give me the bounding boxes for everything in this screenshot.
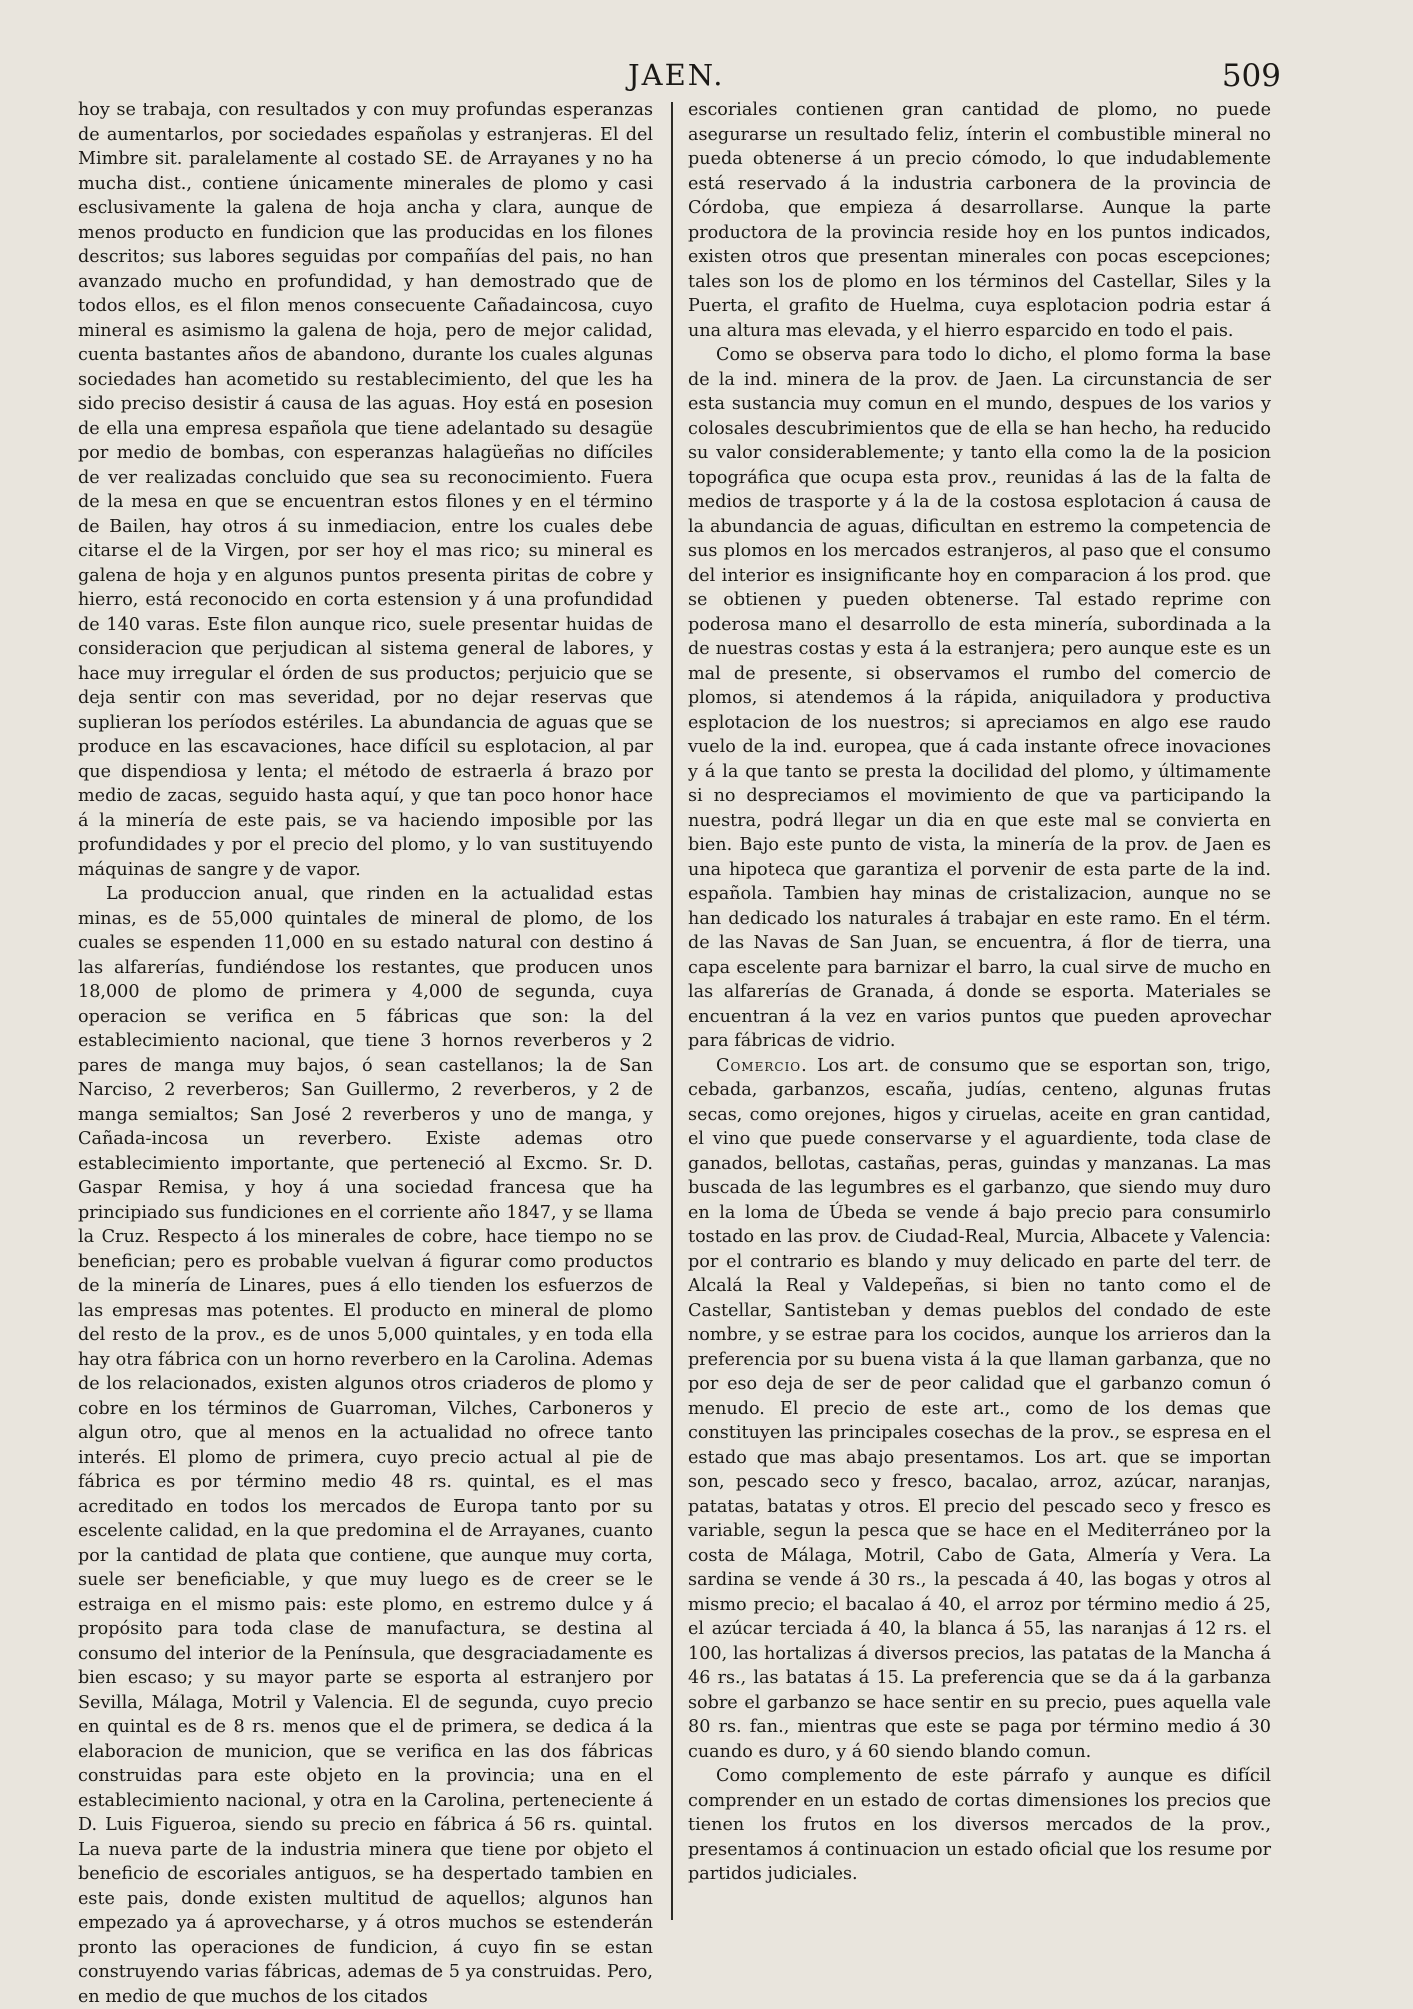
- section-paragraph: [688, 1054, 1271, 1765]
- paragraph: escoriales contienen gran cantidad de plomo, no puede asegurarse un resultado feliz, ínterin el combustible mineral no pueda obtenerse á un precio cómodo, lo que indudablemente está reservado á la industria carbonera de la provincia de Córdoba, que empieza á desarrollarse. Aunque la parte productora de la provincia reside hoy en los puntos indicados, existen otros que presentan minerales con pocas escepciones; tales son los de plomo en los términos del Castellar, Siles y la Puerta, el grafito de Huelma, cuya esplotacion podria estar á una altura mas elevada, y el hierro esparcido en todo el pais.: [688, 100, 1271, 341]
- section-heading: Comercio.: [716, 1055, 808, 1076]
- column-divider: [671, 102, 673, 1920]
- left-column: [78, 98, 653, 2009]
- paragraph: hoy se trabaja, con resultados y con muy profundas esperanzas de aumentarlos, por sociedades españolas y estranjeras. El del Mimbre sit. paralelamente al costado SE. de Arrayanes y no ha mucha dist., contiene únicamente minerales de plomo y casi esclusivamente la galena de hoja ancha y clara, aunque de menos producto en fundicion que las producidas en los filones descritos; sus labores seguidas por compañías del pais, no han avanzado mucho en profundidad, y han demostrado que de todos ellos, es el filon menos consecuente Cañadaincosa, cuyo mineral es asimismo la galena de hoja, pero de mejor calidad, cuenta bastantes años de abandono, durante los cuales algunas sociedades han acometido su restablecimiento, del que les ha sido preciso desistir á causa de las aguas. Hoy está en posesion de ella una empresa española que tiene adelantado su desagüe por medio de bombas, con esperanzas halagüeñas no difíciles de ver realizadas concluido que sea su reconocimiento. Fuera de la mesa en que se encuentran estos filones y en el término de Bailen, hay otros á su inmediacion, entre los cuales debe citarse el de la Virgen, por ser hoy el mas rico; su mineral es galena de hoja y en algunos puntos presenta piritas de cobre y hierro, está reconocido en corta estension y á una profundidad de 140 varas. Este filon aunque rico, suele presentar huidas de consideracion que perjudican al sistema general de labores, y hace muy irregular el órden de sus productos; perjuicio que se deja sentir con mas severidad, por no dejar reservas que suplieran los períodos estériles. La abundancia de aguas que se produce en las escavaciones, hace difícil su esplotacion, al par que dispendiosa y lenta; el método de estraerla á brazo por medio de zacas, seguido hasta aquí, y que tan poco honor hace á la minería de este pais, se va haciendo imposible por las profundidades y por el precio del plomo, y lo van sustituyendo máquinas de sangre y de vapor.: [78, 100, 653, 880]
- paragraph: Como complemento de este párrafo y aunque es difícil comprender en un estado de cortas dimensiones los precios que tienen los frutos en los diversos mercados de la prov., presentamos á continuacion un estado oficial que los resume por partidos judiciales.: [688, 1766, 1271, 1884]
- paragraph: Como se observa para todo lo dicho, el plomo forma la base de la ind. minera de la prov. de Jaen. La circunstancia de ser esta sustancia muy comun en el mundo, despues de los varios y colosales descubrimientos que de ella se han hecho, ha reducido su valor considerablemente; y tanto ella como la de la posicion topográfica que ocupa esta prov., reunidas á las de la falta de medios de trasporte y á la de la costosa esplotacion á causa de la abundancia de aguas, dificultan en estremo la competencia de sus plomos en los mercados estranjeros, al paso que el consumo del interior es insignificante hoy en comparacion á los prod. que se obtienen y pueden obtenerse. Tal estado reprime con poderosa mano el desarrollo de esta minería, subordinada a la de nuestras costas y esta á la estranjera; pero aunque este es un mal de presente, si observamos el rumbo del comercio de plomos, si atendemos á la rápida, aniquiladora y productiva esplotacion de los nuestros; si apreciamos en algo ese raudo vuelo de la ind. europea, que á cada instante ofrece inovaciones y á la que tanto se presta la docilidad del plomo, y últimamente si no despreciamos el movimiento de que va participando la nuestra, podrá llegar un dia en que este mal se convierta en bien. Bajo este punto de vista, la minería de la prov. de Jaen es una hipoteca que garantiza el porvenir de esta parte de la ind. española. Tambien hay minas de cristalizacion, aunque no se han dedicado los naturales á trabajar en este ramo. En el térm. de las Navas de San Juan, se encuentra, á flor de tierra, una capa escelente para barnizar el barro, la cual sirve de mucho en las alfarerías de Granada, á donde se esporta. Materiales se encuentran á la vez en varios puntos que pueden aprovechar para fábricas de vidrio.: [688, 345, 1271, 1051]
- right-column: [688, 98, 1271, 1887]
- page-number: 509: [1221, 58, 1281, 94]
- page-header: [0, 58, 1413, 98]
- paragraph-text: Los art. de consumo que se esportan son, trigo, cebada, garbanzos, escaña, judías, centeno, algunas frutas secas, como orejones, higos y ciruelas, aceite en gran cantidad, el vino que puede conservarse y el aguardiente, toda clase de ganados, bellotas, castañas, peras, guindas y manzanas. La mas buscada de las legumbres es el garbanzo, que siendo muy duro en la loma de Úbeda se vende á bajo precio para consumirlo tostado en las prov. de Ciudad-Real, Murcia, Albacete y Valencia: por el contrario es blando y muy delicado en parte del terr. de Alcalá la Real y Valdepeñas, si bien no tanto como el de Castellar, Santisteban y demas pueblos del condado de este nombre, y se estrae para los cocidos, aunque los arrieros dan la preferencia por su buena vista á la que llaman garbanza, que no por eso deja de ser de peor calidad que el garbanzo comun ó menudo. El precio de este art., como de los demas que constituyen las principales cosechas de la prov., se espresa en el estado que mas abajo presentamos. Los art. que se importan son, pescado seco y fresco, bacalao, arroz, azúcar, naranjas, patatas, batatas y otros. El precio del pescado seco y fresco es variable, segun la pesca que se hace en el Mediterráneo por la costa de Málaga, Motril, Cabo de Gata, Almería y Vera. La sardina se vende á 30 rs., la pescada á 40, las bogas y otros al mismo precio; el bacalao á 40, el arroz por término medio á 25, el azúcar terciada á 40, la blanca á 55, las naranjas á 12 rs. el 100, las hortalizas á diversos precios, las patatas de la Mancha á 46 rs., las batatas á 15. La preferencia que se da á la garbanza sobre el garbanzo se hace sentir en su precio, pues aquella vale 80 rs. fan., mientras que este se paga por término medio á 30 cuando es duro, y á 60 siendo blando comun.: [688, 1055, 1272, 1762]
- running-title: JAEN.: [628, 58, 725, 92]
- paragraph: La produccion anual, que rinden en la actualidad estas minas, es de 55,000 quintales de mineral de plomo, de los cuales se espenden 11,000 en su estado natural con destino á las alfarerías, fundiéndose los restantes, que producen unos 18,000 de plomo de primera y 4,000 de segunda, cuya operacion se verifica en 5 fábricas que son: la del establecimiento nacional, que tiene 3 hornos reverberos y 2 pares de manga muy bajos, ó sean castellanos; la de San Narciso, 2 reverberos; San Guillermo, 2 reverberos, y 2 de manga semialtos; San José 2 reverberos y uno de manga, y Cañada-incosa un reverbero. Existe ademas otro establecimiento importante, que perteneció al Excmo. Sr. D. Gaspar Remisa, y hoy á una sociedad francesa que ha principiado sus fundiciones en el corriente año 1847, y se llama la Cruz. Respecto á los minerales de cobre, hace tiempo no se benefician; pero es probable vuelvan á figurar como productos de la minería de Linares, pues á ello tienden los esfuerzos de las empresas mas potentes. El producto en mineral de plomo del resto de la prov., es de unos 5,000 quintales, y en toda ella hay otra fábrica con un horno reverbero en la Carolina. Ademas de los relacionados, existen algunos otros criaderos de plomo y cobre en los términos de Guarroman, Vilches, Carboneros y algun otro, que al menos en la actualidad no ofrece tanto interés. El plomo de primera, cuyo precio actual al pie de fábrica es por término medio 48 rs. quintal, es el mas acreditado en todos los mercados de Europa tanto por su escelente calidad, en la que predomina el de Arrayanes, cuanto por la cantidad de plata que contiene, que aunque muy corta, suele ser beneficiable, y que muy luego es de creer se le estraiga en el mismo pais: este plomo, en estremo dulce y á propósito para toda clase de manufactura, se destina al consumo del interior de la Península, que desgraciadamente es bien escaso; y su mayor parte se esporta al estranjero por Sevilla, Málaga, Motril y Valencia. El de segunda, cuyo precio en quintal es de 8 rs. menos que el de primera, se dedica á la elaboracion de municion, que se verifica en las dos fábricas construidas para este objeto en la provincia; una en el establecimiento nacional, y otra en la Carolina, perteneciente á D. Luis Figueroa, siendo su precio en fábrica á 56 rs. quintal. La nueva parte de la industria minera que tiene por objeto el beneficio de escoriales antiguos, se ha despertado tambien en este pais, donde existen multitud de aquellos; algunos han empezado ya á aprovecharse, y á otros muchos se estenderán pronto las operaciones de fundicion, á cuyo fin se estan construyendo varias fábricas, ademas de 5 ya construidas. Pero, en medio de que muchos de los citados: [78, 884, 653, 2007]
